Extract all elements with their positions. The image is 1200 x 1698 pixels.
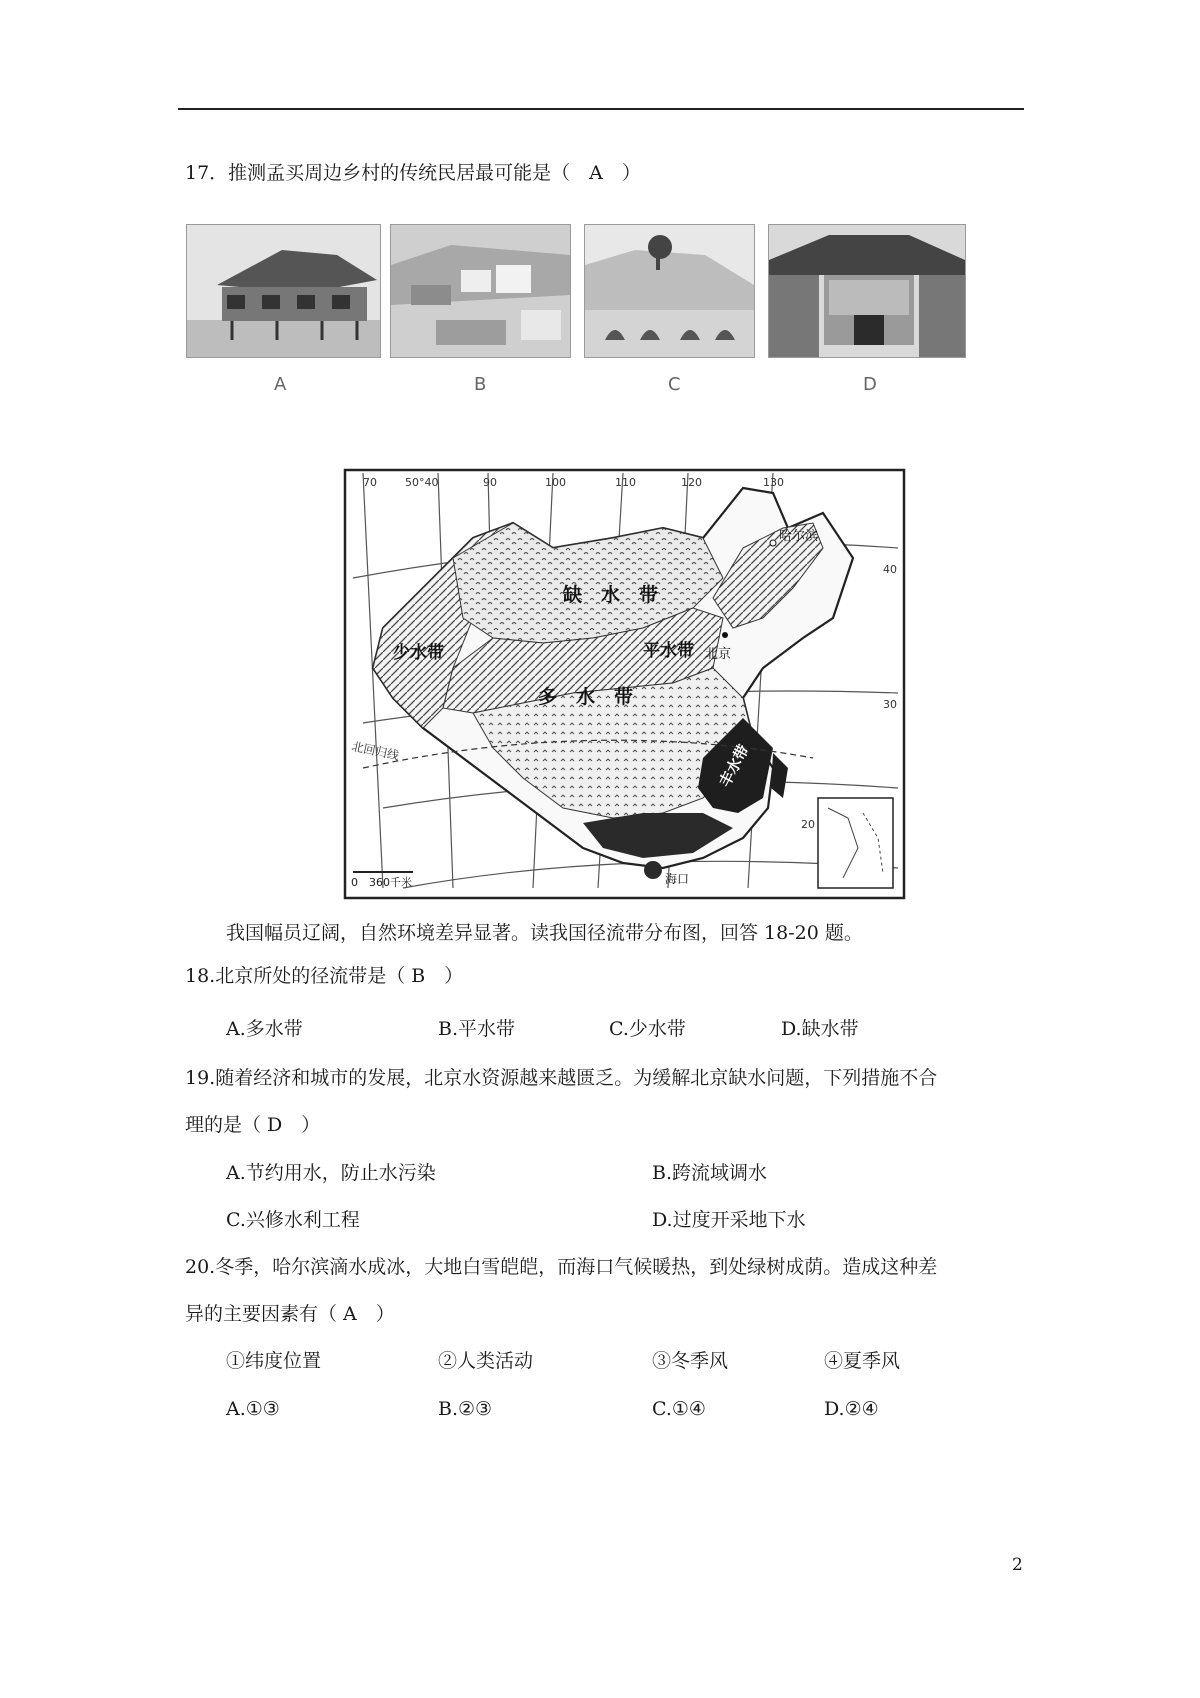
city-label-harbin: 哈尔滨 [779,529,819,544]
lon-label-110: 110 [615,476,636,489]
q20-factor-1: ①纬度位置 [226,1350,322,1372]
q18-option-b: B.平水带 [438,1018,516,1040]
beijing-marker [722,632,728,638]
q19-stem-line1: 19.随着经济和城市的发展，北京水资源越来越匮乏。为缓解北京缺水问题，下列措施不合 [185,1067,938,1089]
zone-label-duo: 多 水 带 [538,686,634,708]
q18-stem: 18.北京所处的径流带是（ B ） [185,965,464,987]
q20-option-b: B.②③ [438,1398,493,1420]
photo-option-c [584,224,755,358]
tropic-label: 北回归线 [350,739,401,763]
south-china-sea-inset [818,798,893,888]
harbin-marker [770,540,776,546]
photo-label-d: D [863,374,877,395]
city-label-beijing: 北京 [705,647,732,662]
photo-option-d [768,224,966,358]
q20-option-c: C.①④ [652,1398,706,1420]
lon-label-70: 70 [363,476,377,489]
lat-label-40: 40 [883,563,897,576]
q20-option-a: A.①③ [226,1398,280,1420]
q19-option-b: B.跨流域调水 [652,1162,768,1184]
q19-stem-line2: 理的是（ D ） [185,1114,321,1136]
photo-option-a [186,224,381,358]
q19-option-d: D.过度开采地下水 [652,1209,806,1231]
q17-stem: 17．推测孟买周边乡村的传统民居最可能是（ A ） [185,162,641,184]
zone-label-feng: 丰水带 [715,741,753,790]
city-label-haikou: 海口 [665,872,690,886]
q18-option-a: A.多水带 [226,1018,303,1040]
photo-label-a: A [274,374,287,395]
zone-label-shao: 少水带 [393,643,444,663]
map-intro-text: 我国幅员辽阔，自然环境差异显著。读我国径流带分布图，回答 18-20 题。 [226,922,863,944]
photo-option-b [390,224,571,358]
q20-stem-line2: 异的主要因素有（ A ） [185,1303,395,1325]
lon-label-50-40: 50°40 [405,476,439,489]
zone-label-ping: 平水带 [643,641,694,661]
header-rule [178,108,1024,110]
q20-factor-4: ④夏季风 [824,1350,901,1372]
q20-option-d: D.②④ [824,1398,879,1420]
q18-option-d: D.缺水带 [781,1018,859,1040]
lat-label-30: 30 [883,698,897,711]
lon-label-100: 100 [545,476,566,489]
scale-label: 0 360千米 [351,876,412,889]
lon-label-120: 120 [681,476,702,489]
photo-label-b: B [474,374,487,395]
q19-option-c: C.兴修水利工程 [226,1209,360,1231]
zone-label-que: 缺 水 带 [563,584,659,606]
q20-factor-3: ③冬季风 [652,1350,729,1372]
q19-option-a: A.节约用水，防止水污染 [226,1162,436,1184]
q20-factor-2: ②人类活动 [438,1350,534,1372]
hainan-island [644,861,662,879]
q20-stem-line1: 20.冬季，哈尔滨滴水成冰，大地白雪皑皑，而海口气候暖热，到处绿树成荫。造成这种差 [185,1256,938,1278]
lon-label-130: 130 [763,476,784,489]
page-number: 2 [1012,1555,1023,1575]
lon-label-90: 90 [483,476,497,489]
lat-label-20: 20 [801,818,815,831]
q18-option-c: C.少水带 [609,1018,686,1040]
runoff-zone-map [343,468,906,900]
photo-label-c: C [668,374,681,395]
